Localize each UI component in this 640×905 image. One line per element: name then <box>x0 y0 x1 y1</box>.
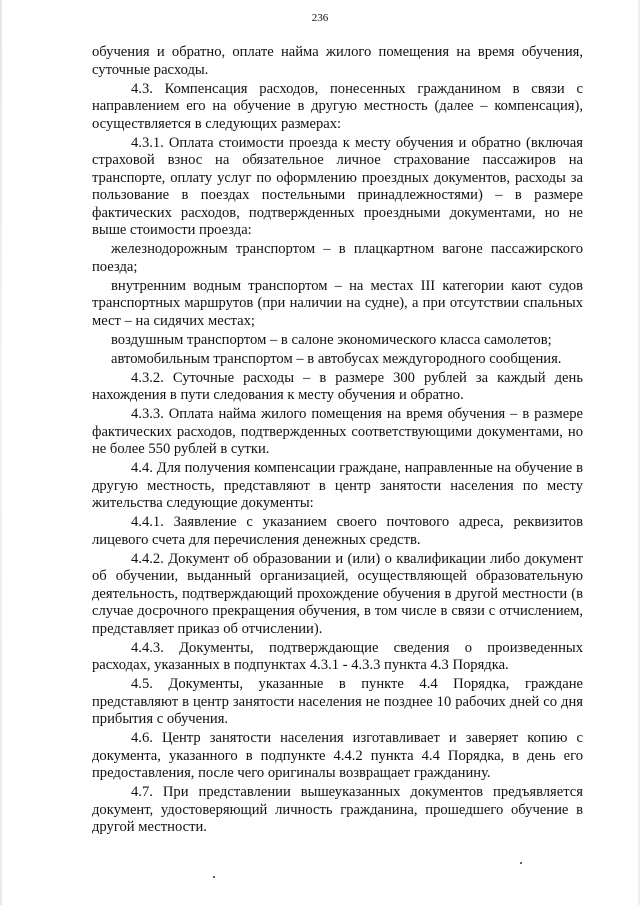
paragraph-4-5: 4.5. Документы, указанные в пункте 4.4 Порядка, граждане представляют в центр занятости населения не позднее 10 рабочих дней со дня прибытия с обучения. <box>92 676 583 727</box>
paragraph-water-transport: внутренним водным транспортом – на местах III категории кают судов транспортных маршрутов (при наличии на судне), а при отсутствии спальных мест – на сидячих местах; <box>92 277 583 329</box>
paragraph-4-6: 4.6. Центр занятости населения изготавливает и заверяет копию с документа, указанного в подпункте 4.4.2 пункта 4.4 Порядка, в день его предоставления, после чего оригиналы возвращает гражданину. <box>92 730 583 781</box>
paragraph-4-4-3: 4.4.3. Документы, подтверждающие сведения о произведенных расходах, указанных в подпунктах 4.3.1 - 4.3.3 пункта 4.3 Порядка. <box>92 639 583 673</box>
scan-speck <box>520 862 522 864</box>
paragraph-4-3-3: 4.3.3. Оплата найма жилого помещения на время обучения – в размере фактических расходов, подтвержденных соответствующими документами, но не более 550 рублей в сутки. <box>92 406 583 457</box>
paragraph-road-transport: автомобильным транспортом – в автобусах междугородного сообщения. <box>111 350 562 367</box>
paragraph-4-4-1: 4.4.1. Заявление с указанием своего почтового адреса, реквизитов лицевого счета для перечисления денежных средств. <box>92 514 583 548</box>
paragraph-4-4: 4.4. Для получения компенсации граждане, направленные на обучение в другую местность, представляют в центр занятости населения по месту жительства следующие документы: <box>92 460 583 511</box>
paragraph-4-7: 4.7. При представлении вышеуказанных документов предъявляется документ, удостоверяющий личность гражданина, прошедшего обучение в другой местности. <box>92 784 583 835</box>
paragraph-air-transport: воздушным транспортом – в салоне экономического класса самолетов; <box>111 331 552 348</box>
document-body <box>92 44 583 838</box>
page-number: 236 <box>311 12 329 24</box>
paragraph-rail-transport: железнодорожным транспортом – в плацкартном вагоне пассажирского поезда; <box>92 241 583 275</box>
paragraph-4-3-2: 4.3.2. Суточные расходы – в размере 300 рублей за каждый день нахождения в пути следования к месту обучения и обратно. <box>92 369 583 403</box>
paragraph-4-3-1: 4.3.1. Оплата стоимости проезда к месту обучения и обратно (включая страховой взнос на обязательное личное страхование пассажиров на транспорте, оплату услуг по оформлению проездных документов, расходы за пользование в поездах постельными принадлежностями) – в размере фактических расходов, подтвержденных проездными документами, но не выше стоимости проезда: <box>92 134 583 238</box>
paragraph-4-3: 4.3. Компенсация расходов, понесенных гражданином в связи с направлением его на обучение в другую местность (далее – компенсация), осуществляется в следующих размерах: <box>92 80 583 132</box>
paragraph-continuation: обучения и обратно, оплате найма жилого помещения на время обучения, суточные расходы. <box>92 44 583 78</box>
scan-edge-left <box>0 0 2 905</box>
paragraph-4-4-2: 4.4.2. Документ об образовании и (или) о квалификации либо документ об обучении, выданный организацией, осуществляющей образовательную деятельность, подтверждающий прохождение обучения в другой местности (в случае досрочного прекращения обучения, в том числе в связи с отчислением, представляет приказ об отчислении). <box>92 550 583 637</box>
scan-speck <box>213 876 215 878</box>
